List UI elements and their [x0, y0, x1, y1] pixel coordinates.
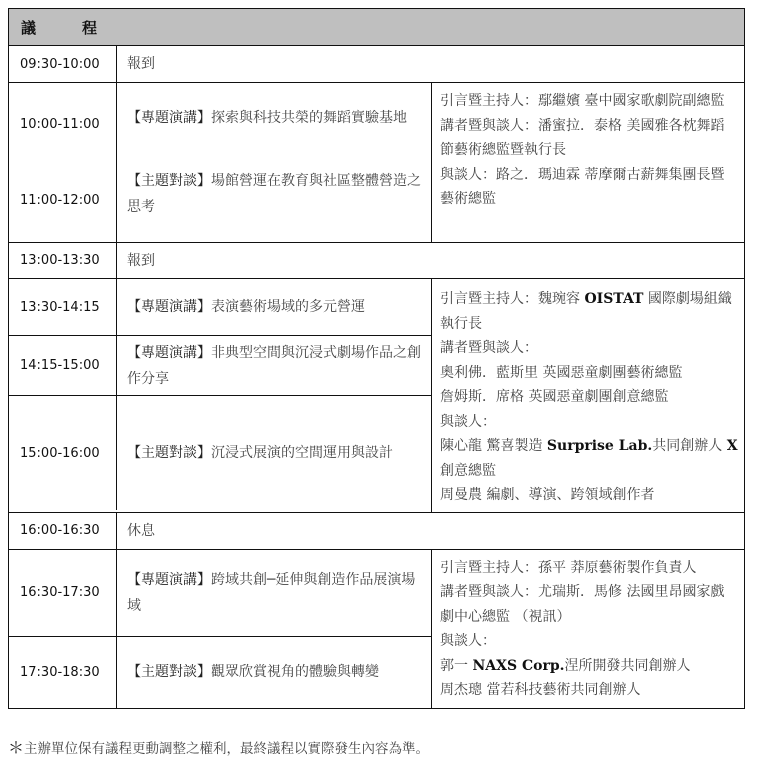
topic-cell: 休息: [127, 522, 155, 539]
topic-cell: 【專題演講】非典型空間與沉浸式劇場作品之創作分享: [127, 344, 421, 387]
topic-cell: 【主題對談】沉浸式展演的空間運用與設計: [127, 445, 393, 461]
header-title-part1: 議: [21, 18, 37, 37]
speaker-line: 引言暨主持人：鄢繼嬪 臺中國家歌劇院副總監: [440, 93, 725, 109]
speaker-line: 與談人：: [440, 413, 496, 430]
speaker-line: 講者暨與談人：: [440, 340, 538, 356]
agenda-row: [9, 279, 431, 335]
topic-cell: 【主題對談】觀眾欣賞視角的體驗與轉變: [127, 664, 379, 680]
speakers-cell: [431, 83, 744, 242]
agenda-row: [9, 395, 431, 510]
speaker-line: 引言暨主持人：孫平 莽原藝術製作負責人: [440, 559, 697, 576]
speaker-line: 奧利佛．藍斯里 英國惡童劇團藝術總監: [440, 364, 683, 381]
time-cell: 13:00-13:30: [9, 243, 117, 278]
agenda-row: [9, 512, 744, 549]
header-title-part2: 程: [82, 18, 98, 37]
agenda-table: [8, 8, 745, 709]
agenda-header: [9, 9, 744, 45]
session-block-morning: [9, 82, 744, 242]
topic-cell: [117, 83, 431, 242]
speaker-line: 陳心龍 驚喜製造 Surprise Lab.共同創辦人 X 創意總監: [440, 438, 738, 479]
session-title: 【主題對談】場館營運在教育與社區整體營造之思考: [127, 172, 421, 215]
speaker-line: 周曼農 編劇、導演、跨領域創作者: [440, 487, 655, 503]
session-block-afternoon: [9, 278, 744, 512]
agenda-row: [9, 335, 431, 395]
session-title: 【專題演講】探索與科技共榮的舞蹈實驗基地: [127, 110, 407, 127]
time-cell: 14:15-15:00: [9, 336, 117, 395]
time-cell: 13:30-14:15: [9, 279, 117, 335]
speaker-line: 郭一 NAXS Corp.涅所開發共同創辦人: [440, 657, 691, 674]
time-cell: 09:30-10:00: [9, 46, 117, 82]
asterisk-icon: ＊: [8, 738, 25, 757]
speaker-line: 與談人：路之．瑪迪霖 蒂摩爾古薪舞集團長暨藝術總監: [440, 166, 725, 207]
time-cell: 15:00-16:00: [9, 396, 117, 510]
speaker-line: 與談人：: [440, 633, 496, 649]
agenda-row: [9, 45, 744, 82]
agenda-row: [9, 242, 744, 278]
speaker-line: 周杰璁 當若科技藝術共同創辦人: [440, 682, 641, 698]
agenda-row: [9, 636, 431, 708]
session-block-evening: [9, 549, 744, 708]
speaker-line: 詹姆斯．席格 英國惡童劇團創意總監: [440, 389, 669, 405]
topic-cell: 報到: [127, 56, 155, 72]
time-cell: 17:30-18:30: [9, 637, 117, 708]
agenda-row: [9, 550, 431, 636]
topic-cell: 報到: [127, 252, 155, 269]
topic-cell: 【專題演講】跨域共創─延伸與創造作品展演場域: [127, 571, 416, 614]
speaker-line: 講者暨與談人：潘蜜拉．泰格 美國雅各枕舞蹈節藝術總監暨執行長: [440, 117, 725, 158]
time-cell: [9, 83, 117, 242]
speaker-line: 引言暨主持人：魏琬容 OISTAT 國際劇場組織執行長: [440, 291, 732, 332]
footnote: [8, 735, 429, 758]
speakers-cell: [431, 550, 744, 708]
speakers-cell: [431, 279, 744, 512]
session-time: 11:00-12:00: [20, 192, 100, 208]
time-cell: 16:30-17:30: [9, 550, 117, 636]
topic-cell: 【專題演講】表演藝術場域的多元營運: [127, 299, 365, 315]
footnote-text: 主辦單位保有議程更動調整之權利，最終議程以實際發生內容為準。: [24, 741, 430, 757]
speaker-line: 講者暨與談人：尤瑞斯．馬修 法國里昂國家戲劇中心總監 （視訊）: [440, 584, 725, 625]
time-cell: 16:00-16:30: [9, 513, 117, 549]
session-time: 10:00-11:00: [20, 117, 100, 133]
